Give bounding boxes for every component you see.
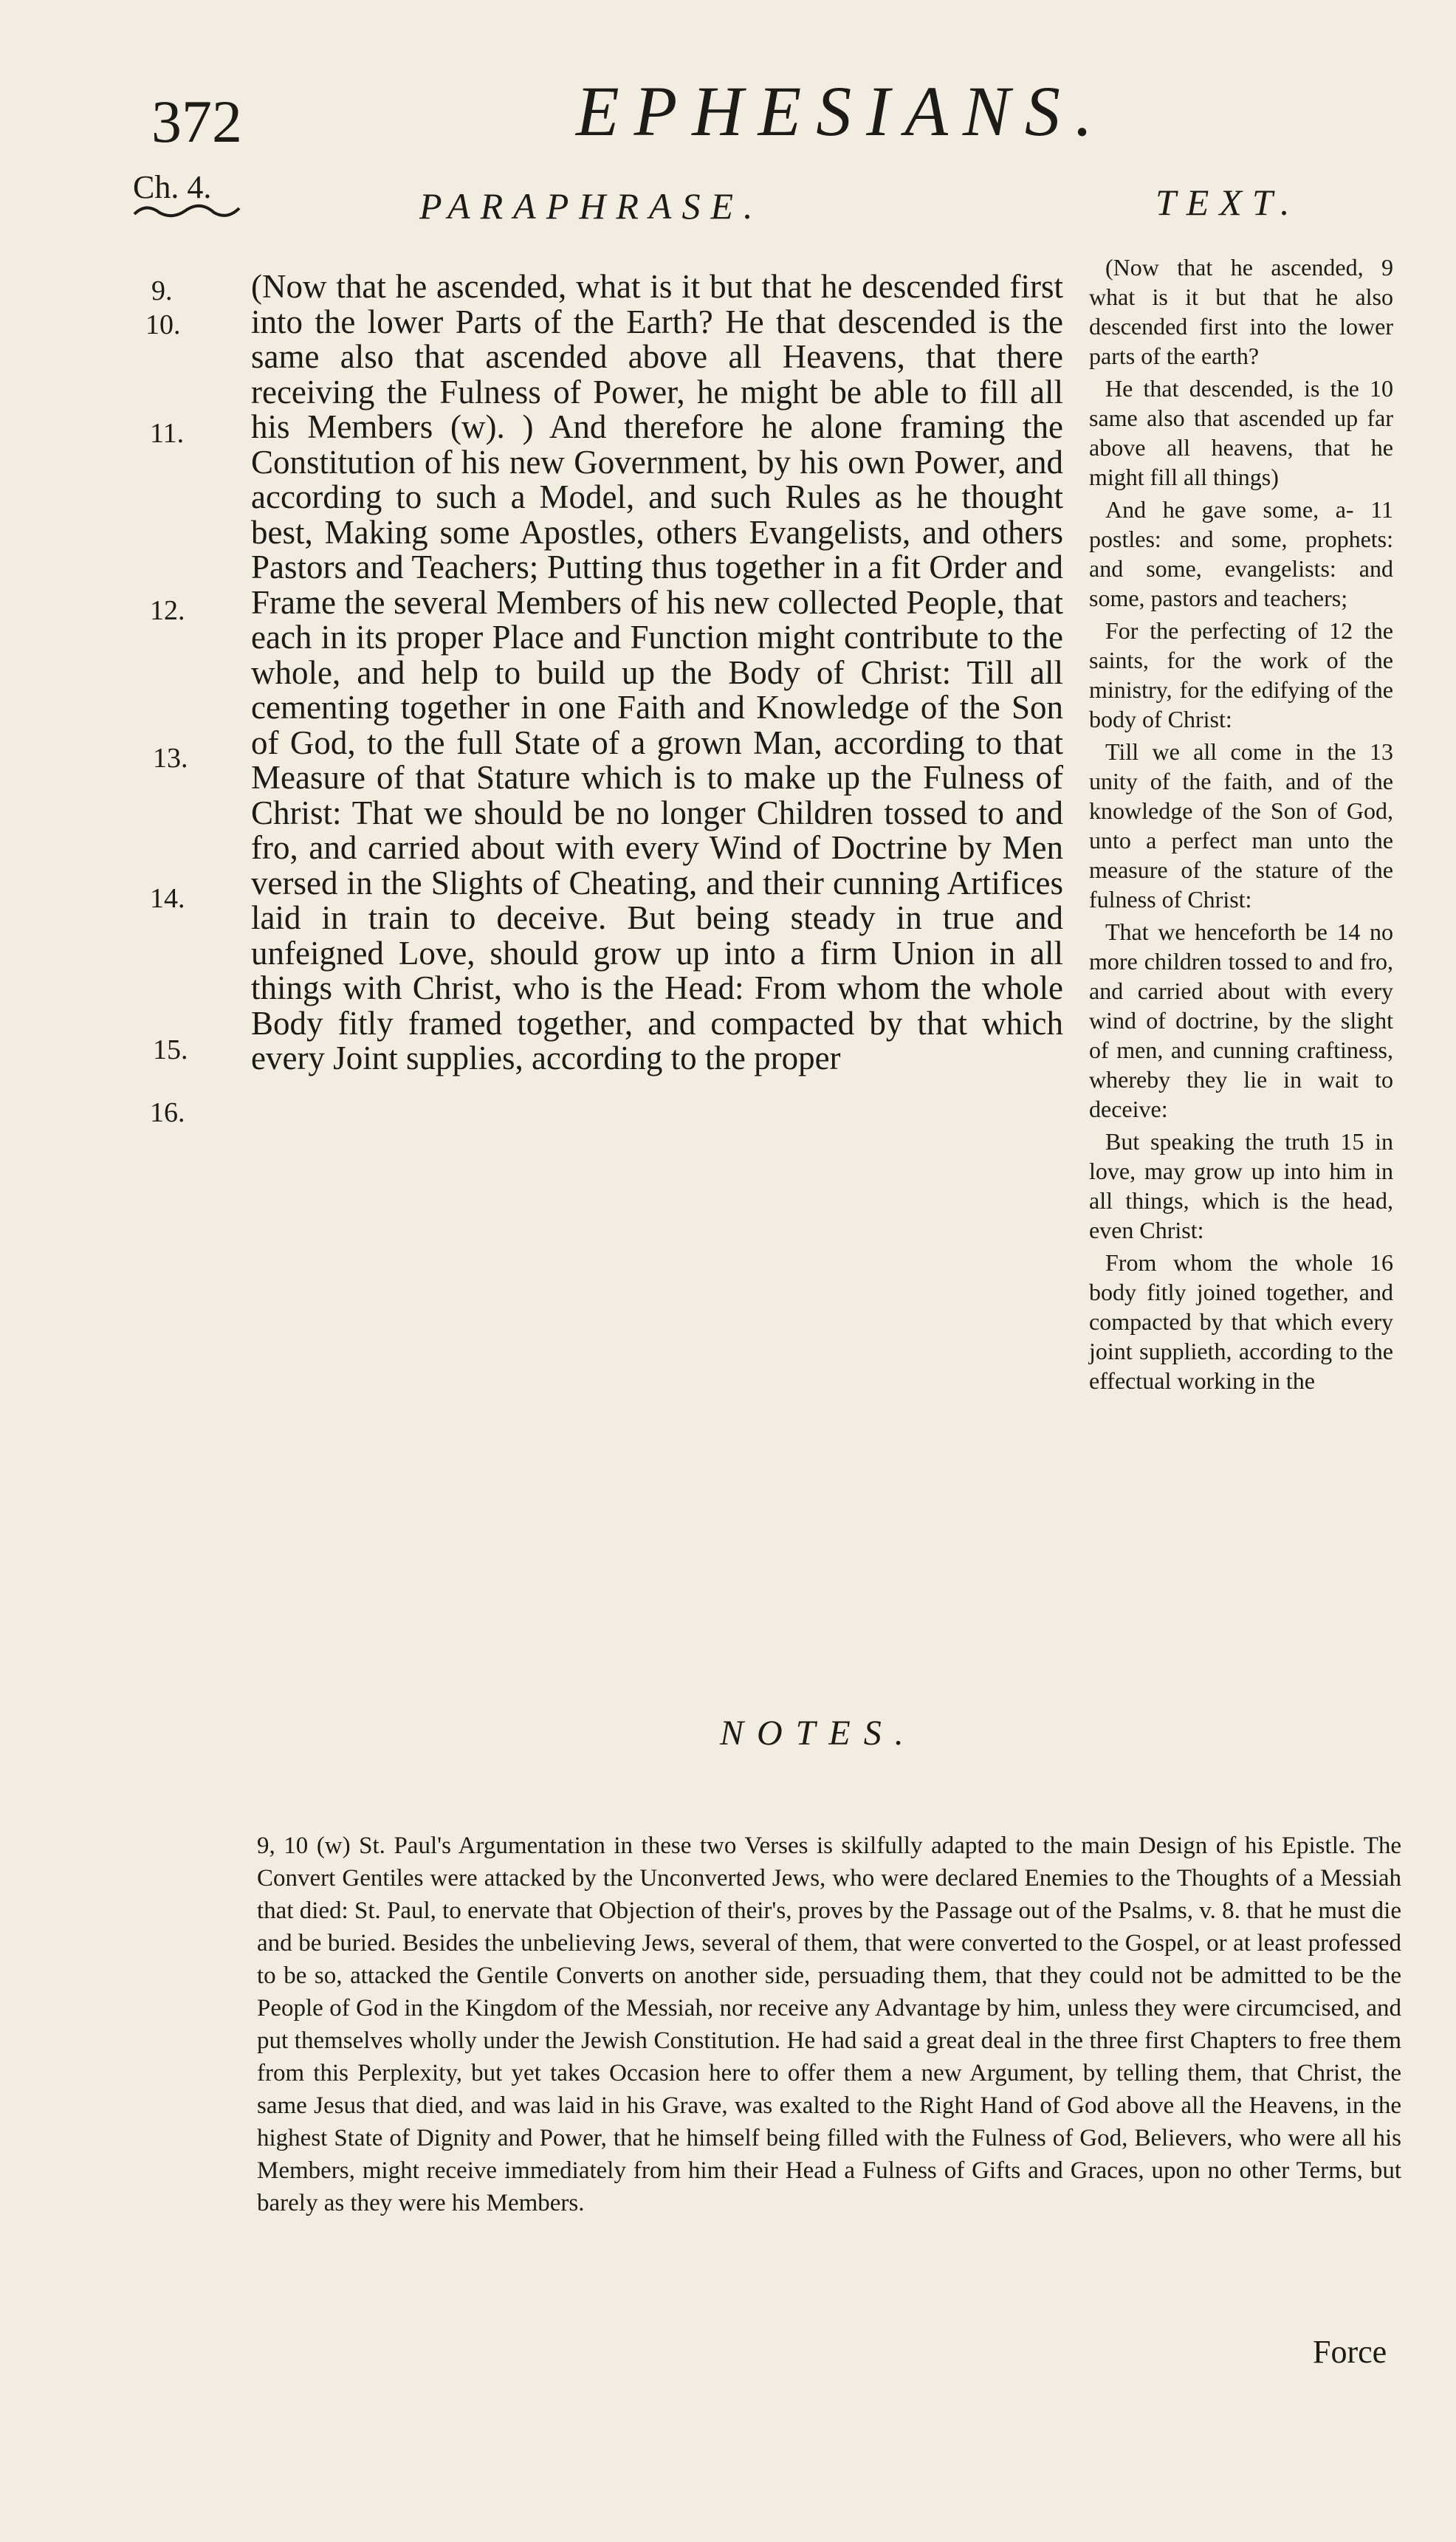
paraphrase-heading: PARAPHRASE.	[419, 185, 763, 227]
page-number: 372	[151, 88, 242, 155]
text-paragraph: And he gave some, a- 11 postles: and some, prophets: and some, evangelists: and some, pastors and teachers;	[1089, 496, 1393, 611]
verse-number: 16.	[150, 1097, 185, 1128]
paraphrase-text: (Now that he ascended, what is it but that he descended first into the lower Parts of the Earth? He that descended is the same also that ascended above all Heavens, that there receiving the Fulness of Power, he might be able to fill all his Members (w). ) And therefore he alone framing the Constitution of his new Government, by his own Power, and according to such a Model, and such Rules as he thought best, Making some Apostles, others Evangelists, and others Pastors and Teachers; Putting thus together in a fit Order and Frame the several Members of his new collected People, that each in its proper Place and Function might contribute to the whole, and help to build up the Body of Christ: Till all cementing together in one Faith and Knowledge of the Son of God, to the full State of a grown Man, according to that Measure of that Stature which is to make up the Fulness of Christ: That we should be no longer Children tossed to and fro, and carried about with every Wind of Doctrine by Men versed in the Slights of Cheating, and their cunning Artifices laid in train to deceive. But being steady in true and unfeigned Love, should grow up into a firm Union in all things with Christ, who is the Head: From whom the whole Body fitly framed together, and compacted by that which every Joint supplies, according to the proper	[251, 268, 1063, 1076]
chapter-label: Ch. 4.	[133, 169, 212, 205]
verse-number: 10.	[145, 309, 181, 340]
text-paragraph: For the perfecting of 12 the saints, for the work of the ministry, for the edifying of the body of Christ:	[1089, 617, 1393, 732]
verse-number: 15.	[153, 1034, 188, 1065]
catchword: Force	[1313, 2334, 1387, 2370]
scripture-text-column	[1089, 253, 1393, 1398]
verse-number: 14.	[150, 883, 185, 914]
note-paragraph: 9, 10 (w) St. Paul's Argumentation in these two Verses is skilfully adapted to the main Design of his Epistle. The Convert Gentiles were attacked by the Unconverted Jews, who were declared Enemies to the Thoughts of a Messiah that died: St. Paul, to enervate that Objection of their's, proves by the Passage out of the Psalms, v. 8. that he must die and be buried. Besides the unbelieving Jews, several of them, that were converted to the Gospel, or at least professed to be so, attacked the Gentile Converts on another side, persuading them, that they could not be admitted to be the People of God in the Kingdom of the Messiah, nor receive any Advantage by him, unless they were circumcised, and put themselves wholly under the Jewish Constitution. He had said a great deal in the three first Chapters to free them from this Perplexity, but yet takes Occasion here to offer them a new Argument, by telling them, that Christ, the same Jesus that died, and was laid in his Grave, was exalted to the Right Hand of God above all the Heavens, in the highest State of Dignity and Power, that he himself being filled with the Fulness of God, Believers, who were all his Members, might receive immediately from him their Head a Fulness of Gifts and Graces, upon no other Terms, but barely as they were his Members.	[257, 1832, 1401, 2216]
text-paragraph: (Now that he ascended, 9 what is it but that he also descended first into the lower parts of the earth?	[1089, 254, 1393, 369]
paraphrase-column	[251, 269, 1063, 1076]
text-paragraph: From whom the whole 16 body fitly joined together, and compacted by that which every joint supplieth, according to the effectual working in the	[1089, 1249, 1393, 1394]
verse-number: 9.	[151, 275, 173, 306]
notes-heading: NOTES.	[720, 1714, 917, 1753]
verse-number: 13.	[153, 743, 188, 774]
verse-number: 12.	[150, 595, 185, 626]
text-heading: TEXT.	[1155, 182, 1300, 223]
notes-section	[257, 1830, 1401, 2219]
verse-number: 11.	[150, 418, 185, 449]
text-paragraph: That we henceforth be 14 no more children tossed to and fro, and carried about with every wind of doctrine, by the slight of men, and cunning craftiness, whereby they lie in wait to deceive:	[1089, 918, 1393, 1122]
text-paragraph: Till we all come in the 13 unity of the faith, and of the knowledge of the Son of God, unto a perfect man unto the measure of the stature of the fulness of Christ:	[1089, 738, 1393, 913]
text-paragraph: But speaking the truth 15 in love, may grow up into him in all things, which is the head, even Christ:	[1089, 1128, 1393, 1243]
text-paragraph: He that descended, is the 10 same also that ascended up far above all heavens, that he might fill all things)	[1089, 375, 1393, 490]
running-title: EPHESIANS.	[576, 72, 1108, 151]
paraphrase-verse-numbers	[145, 0, 240, 2542]
